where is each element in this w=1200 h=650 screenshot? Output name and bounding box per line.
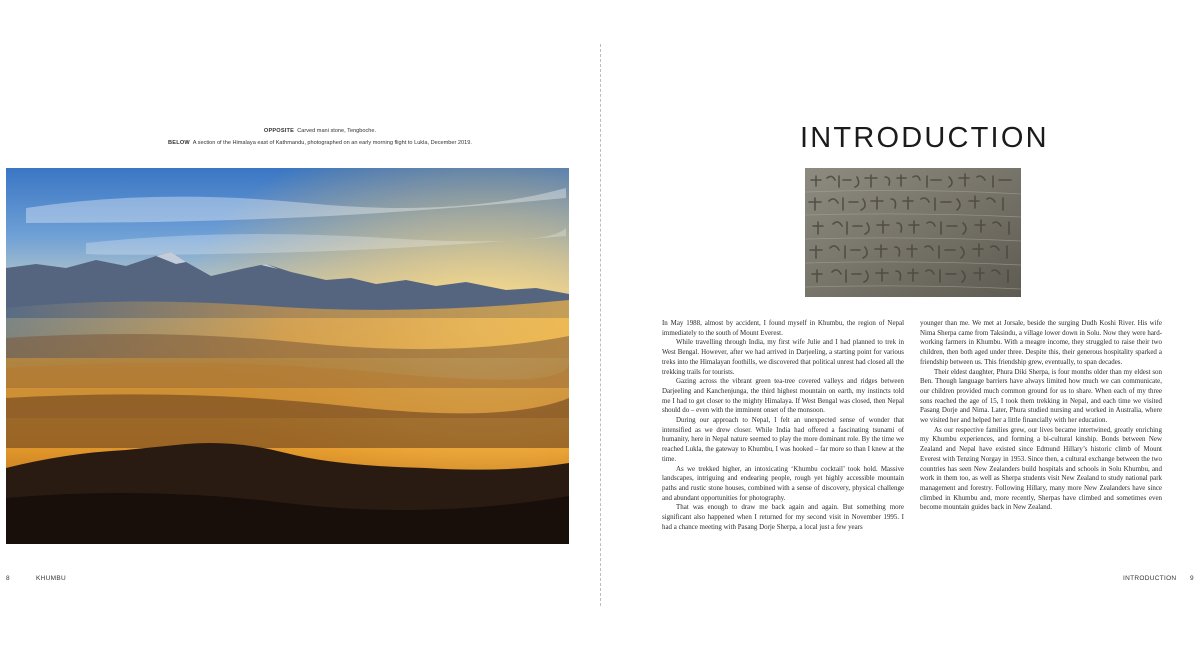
right-page	[600, 0, 1200, 650]
right-running-head: INTRODUCTION	[1123, 575, 1177, 582]
paragraph: Their eldest daughter, Phura Diki Sherpa, is four months older than my eldest son Ben. Though language barriers have always limited how much we can communicate, our children provided much common ground for us to share. When each of my three sons reached the age of 15, I took them trekking in Nepal, and each time we visited Pasang Dorje and Nima. Later, Phura studied nursing and worked in Australia, where we visited her and helped her a little financially with her education.	[920, 367, 1162, 425]
paragraph: During our approach to Nepal, I felt an unexpected sense of wonder that intensified as we drew closer. While India had offered a fascinating tsunami of humanity, here in Nepal nature seemed to play the more dominant role. By the time we reached Lukla, the gateway to Khumbu, I was hooked – far more so than I knew at the time.	[662, 416, 904, 463]
right-page-number: 9	[1190, 575, 1194, 582]
paragraph: younger than me. We met at Jorsale, beside the surging Dudh Koshi River. His wife Nima Sherpa came from Taksindu, a village lower down in Solu. Now they were hard-working farmers in Khumbu. With a meagre income, they struggled to raise their two children, then both aged under three. Despite this, their generous hospitality sparked a friendship between us. This friendship grew, eventually, to span decades.	[920, 319, 1162, 366]
carved-mani-stone-photo	[805, 168, 1021, 297]
caption-below-label: BELOW	[168, 140, 190, 146]
caption-below	[100, 138, 540, 149]
text-column-2	[920, 319, 1162, 513]
chapter-title: INTRODUCTION	[800, 122, 1049, 154]
paragraph: While travelling through India, my first wife Julie and I had planned to trek in West Bengal. However, after we had arrived in Darjeeling, a starting point for various treks into the Himalayan foothills, we discovered that political unrest had closed all the trekking trails for tourists.	[662, 338, 904, 376]
caption-opposite-label: OPPOSITE	[263, 128, 295, 134]
caption-below-text: A section of the Himalaya east of Kathmandu, photographed on an early morning flight to Lukla, December 2019.	[192, 140, 472, 146]
caption-opposite-text: Carved mani stone, Tengboche.	[297, 128, 377, 134]
left-running-head: KHUMBU	[36, 575, 66, 582]
paragraph: In May 1988, almost by accident, I found myself in Khumbu, the region of Nepal immediately to the south of Mount Everest.	[662, 319, 904, 337]
left-page-number: 8	[6, 575, 10, 582]
paragraph: Gazing across the vibrant green tea-tree covered valleys and ridges between Darjeeling and Kanchenjunga, the third highest mountain on earth, my instincts told me I had to get closer to the mighty Himalaya. If West Bengal was closed, then Nepal should do – even with the imminent onset of the monsoon.	[662, 377, 904, 415]
paragraph: As we trekked higher, an intoxicating ‘Khumbu cocktail’ took hold. Massive landscapes, intriguing and endearing people, rough yet highly accessible mountain paths and rustic stone houses, combined with a sense of discovery, physical challenge and abundant opportunities for photography.	[662, 464, 904, 502]
paragraph: That was enough to draw me back again and again. But something more significant also happened when I returned for my second visit in November 1995. I had a chance meeting with Pasang Dorje Sherpa, a local just a few years	[662, 503, 904, 531]
text-column-1	[662, 319, 904, 532]
caption-opposite	[100, 126, 540, 137]
paragraph: As our respective families grew, our lives became intertwined, greatly enriching my Khumbu experiences, and forming a bi-cultural kinship. Bonds between New Zealand and Nepal have existed since Edmund Hillary’s historic climb of Mount Everest with Tenzing Norgay in 1953. Since then, a cultural exchange between the two countries has seen New Zealanders build hospitals and schools in Solu Khumbu, and work in them too, as well as Sherpa students visit New Zealand to study national park management and forestry. Following Hillary, many more New Zealanders have since climbed in Khumbu and, more recently, Sherpas have climbed and sometimes even become mountain guides back in New Zealand.	[920, 425, 1162, 512]
himalaya-sunrise-photo	[6, 168, 569, 544]
